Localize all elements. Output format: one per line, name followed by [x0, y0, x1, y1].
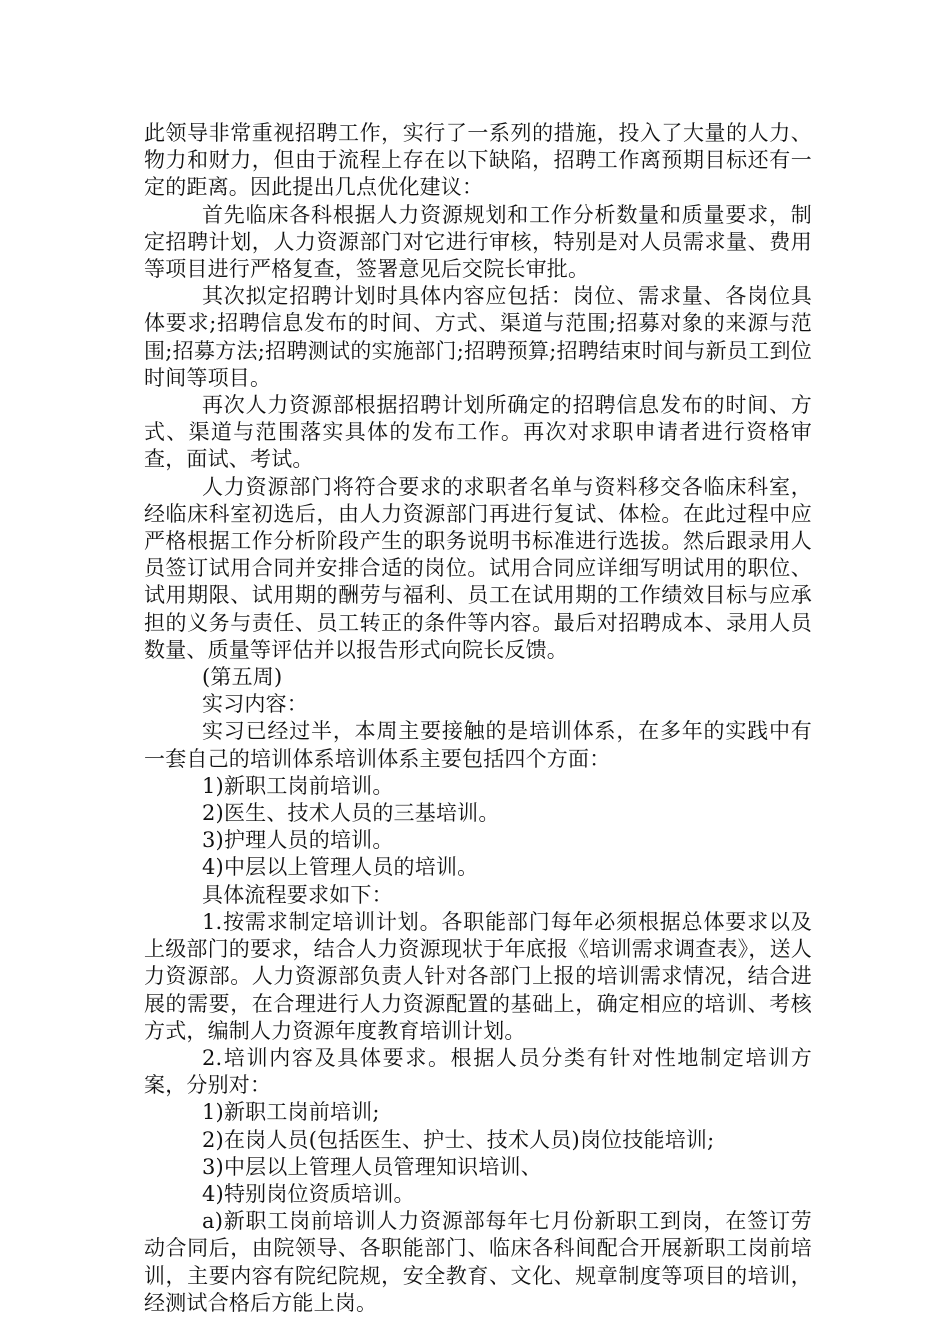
paragraph: a)新职工岗前培训人力资源部每年七月份新职工到岗，在签订劳动合同后，由院领导、各职能部门、临床各科间配合开展新职工岗前培训，主要内容有院纪院规，安全教育、文化、规章制度等项目的培训，经测试合格后方能上岗。	[144, 1209, 812, 1315]
paragraph: 其次拟定招聘计划时具体内容应包括：岗位、需求量、各岗位具体要求;招聘信息发布的时间、方式、渠道与范围;招募对象的来源与范围;招募方法;招聘测试的实施部门;招聘预算;招聘结束时间与新员工到位时间等项目。	[144, 284, 812, 390]
paragraph: 实习已经过半，本周主要接触的是培训体系，在多年的实践中有一套自己的培训体系培训体系主要包括四个方面：	[144, 719, 812, 771]
list-item: 4)特别岗位资质培训。	[202, 1181, 415, 1206]
list-item: 2)医生、技术人员的三基培训。	[202, 801, 500, 826]
list-item: 3)护理人员的培训。	[202, 828, 394, 853]
list-item: 2)在岗人员(包括医生、护士、技术人员)岗位技能培训;	[202, 1127, 715, 1152]
document-body	[144, 120, 812, 1317]
list-item: 3)中层以上管理人员管理知识培训、	[202, 1154, 542, 1179]
paragraph: 具体流程要求如下：	[202, 882, 393, 907]
paragraph: 人力资源部门将符合要求的求职者名单与资料移交各临床科室，经临床科室初选后，由人力资源部门再进行复试、体检。在此过程中应严格根据工作分析阶段产生的职务说明书标准进行选拔。然后跟录用人员签订试用合同并安排合适的岗位。试用合同应详细写明试用的职位、试用期限、试用期的酬劳与福利、员工在试用期的工作绩效目标与应承担的义务与责任、员工转正的条件等内容。最后对招聘成本、录用人员数量、质量等评估并以报告形式向院长反馈。	[144, 474, 812, 662]
paragraph: 2.培训内容及具体要求。根据人员分类有针对性地制定培训方案，分别对：	[144, 1045, 812, 1098]
week-heading: (第五周)	[202, 665, 283, 690]
paragraph: 再次人力资源部根据招聘计划所确定的招聘信息发布的时间、方式、渠道与范围落实具体的发布工作。再次对求职申请者进行资格审查，面试、考试。	[144, 393, 812, 472]
paragraph: 1.按需求制定培训计划。各职能部门每年必须根据总体要求以及上级部门的要求，结合人力资源现状于年底报《培训需求调查表》，送人力资源部。人力资源部负责人针对各部门上报的培训需求情况，结合进展的需要，在合理进行人力资源配置的基础上，确定相应的培训、考核方式，编制人力资源年度教育培训计划。	[144, 909, 812, 1043]
list-item: 1)新职工岗前培训;	[202, 1100, 380, 1125]
list-item: 1)新职工岗前培训。	[202, 773, 394, 798]
section-label: 实习内容：	[202, 692, 308, 717]
paragraph: 首先临床各科根据人力资源规划和工作分析数量和质量要求，制定招聘计划，人力资源部门对它进行审核，特别是对人员需求量、费用等项目进行严格复查，签署意见后交院长审批。	[144, 202, 812, 282]
list-item: 4)中层以上管理人员的培训。	[202, 855, 479, 880]
paragraph: 此领导非常重视招聘工作，实行了一系列的措施，投入了大量的人力、物力和财力，但由于流程上存在以下缺陷，招聘工作离预期目标还有一定的距离。因此提出几点优化建议：	[144, 121, 812, 200]
